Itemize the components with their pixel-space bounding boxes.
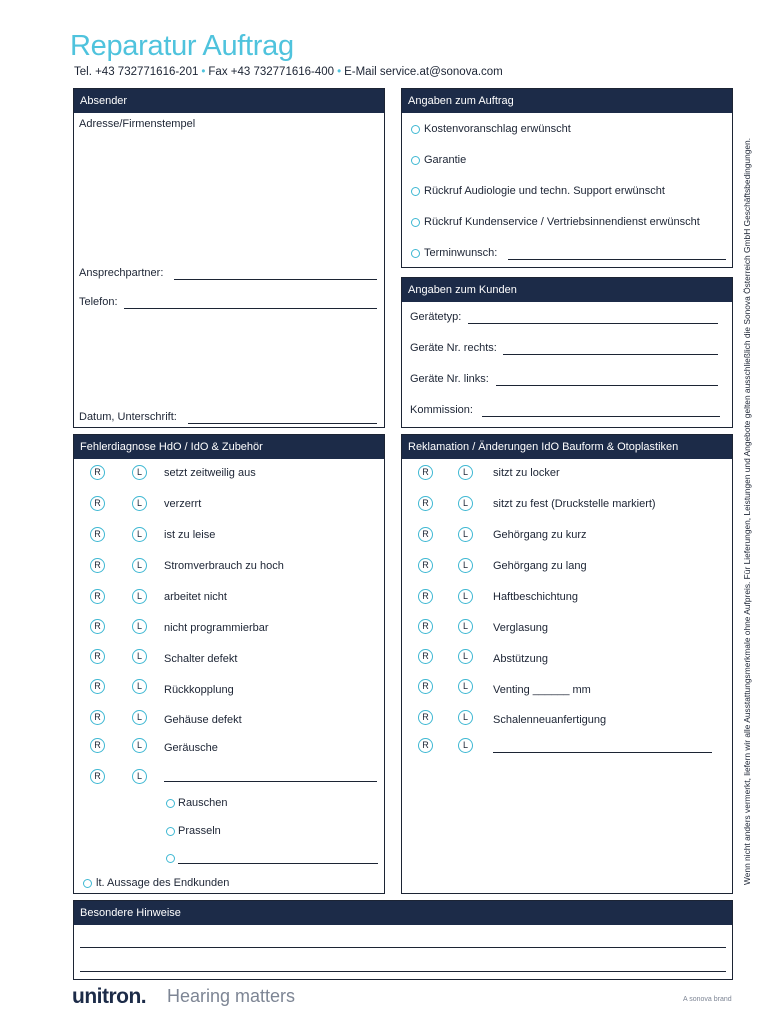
auftrag-panel xyxy=(401,88,733,268)
right-checkbox[interactable]: R xyxy=(418,558,433,573)
right-checkbox[interactable]: R xyxy=(90,589,105,604)
complaint-other-field[interactable] xyxy=(493,752,712,753)
right-checkbox[interactable]: R xyxy=(418,710,433,725)
left-checkbox[interactable]: L xyxy=(458,589,473,604)
right-checkbox[interactable]: R xyxy=(418,496,433,511)
notes-line[interactable] xyxy=(80,947,726,948)
device-type-label: Gerätetyp: xyxy=(410,311,462,323)
complaint-item: Verglasung xyxy=(493,622,549,634)
kunde-panel xyxy=(401,277,733,428)
complaint-item: Venting ______ mm xyxy=(493,684,591,696)
left-checkbox[interactable]: L xyxy=(458,649,473,664)
reklamation-panel xyxy=(401,434,733,894)
left-checkbox[interactable]: L xyxy=(132,496,147,511)
right-checkbox[interactable]: R xyxy=(90,619,105,634)
left-checkbox[interactable]: L xyxy=(458,710,473,725)
phone-number: Tel. +43 732771616-201 xyxy=(74,66,199,78)
option-radio[interactable] xyxy=(411,249,420,258)
sub-option-radio[interactable] xyxy=(166,827,175,836)
page-title: Reparatur Auftrag xyxy=(70,30,294,62)
contact-line: Tel. +43 732771616-201 • Fax +43 732771616-400 • E-Mail service.at@sonova.com xyxy=(74,66,503,78)
left-checkbox[interactable]: L xyxy=(132,710,147,725)
terms-side-text: Wenn nicht anders vermerkt, liefern wir alle Ausstattungsmerkmale ohne Aufpreis. Für Lieferungen, Leistungen und Angebote gelten ausschließlich die Sonova Österreich GmbH Geschäftsbedingungen. xyxy=(742,137,752,885)
right-checkbox[interactable]: R xyxy=(418,738,433,753)
kunde-heading: Angaben zum Kunden xyxy=(402,278,732,302)
left-checkbox[interactable]: L xyxy=(458,527,473,542)
device-left-field[interactable] xyxy=(496,385,718,386)
date-signature-field[interactable] xyxy=(188,423,377,424)
fault-item: setzt zeitweilig aus xyxy=(164,467,256,479)
appointment-field[interactable] xyxy=(508,259,726,260)
notes-line[interactable] xyxy=(80,971,726,972)
complaint-item: Haftbeschichtung xyxy=(493,591,578,603)
fault-item: nicht programmierbar xyxy=(164,622,269,634)
right-checkbox[interactable]: R xyxy=(418,619,433,634)
sonova-brand-note: A sonova brand xyxy=(683,996,732,1003)
absender-panel xyxy=(73,88,385,428)
left-checkbox[interactable]: L xyxy=(458,619,473,634)
fault-item: arbeitet nicht xyxy=(164,591,227,603)
left-checkbox[interactable]: L xyxy=(458,679,473,694)
option-callback-service: Rückruf Kundenservice / Vertriebsinnendienst erwünscht xyxy=(424,216,700,228)
left-checkbox[interactable]: L xyxy=(458,738,473,753)
left-checkbox[interactable]: L xyxy=(132,738,147,753)
fault-item: Gehäuse defekt xyxy=(164,714,242,726)
left-checkbox[interactable]: L xyxy=(132,649,147,664)
option-radio[interactable] xyxy=(411,187,420,196)
email-address: E-Mail service.at@sonova.com xyxy=(344,66,503,78)
fault-other-field[interactable] xyxy=(164,781,377,782)
left-checkbox[interactable]: L xyxy=(458,465,473,480)
complaint-item: Abstützung xyxy=(493,653,549,665)
option-radio[interactable] xyxy=(411,156,420,165)
device-left-label: Geräte Nr. links: xyxy=(410,373,489,385)
right-checkbox[interactable]: R xyxy=(90,679,105,694)
right-checkbox[interactable]: R xyxy=(418,465,433,480)
right-checkbox[interactable]: R xyxy=(90,496,105,511)
address-label: Adresse/Firmenstempel xyxy=(79,118,196,130)
complaint-item: Gehörgang zu lang xyxy=(493,560,587,572)
phone-label: Telefon: xyxy=(79,296,118,308)
customer-statement-label: lt. Aussage des Endkunden xyxy=(96,877,230,889)
commission-field[interactable] xyxy=(482,416,720,417)
right-checkbox[interactable]: R xyxy=(90,649,105,664)
commission-label: Kommission: xyxy=(410,404,473,416)
tagline: Hearing matters xyxy=(167,986,296,1006)
phone-field[interactable] xyxy=(124,308,377,309)
right-checkbox[interactable]: R xyxy=(418,589,433,604)
hinweise-panel xyxy=(73,900,733,980)
customer-statement-radio[interactable] xyxy=(83,879,92,888)
fault-item: Stromverbrauch zu hoch xyxy=(164,560,284,572)
left-checkbox[interactable]: L xyxy=(458,558,473,573)
sub-option-radio[interactable] xyxy=(166,799,175,808)
date-signature-label: Datum, Unterschrift: xyxy=(79,411,177,423)
fault-item: ist zu leise xyxy=(164,529,216,541)
unitron-logo: unitron. xyxy=(72,985,147,1008)
right-checkbox[interactable]: R xyxy=(418,679,433,694)
left-checkbox[interactable]: L xyxy=(132,465,147,480)
complaint-item: sitzt zu locker xyxy=(493,467,560,479)
fax-number: Fax +43 732771616-400 xyxy=(208,66,335,78)
right-checkbox[interactable]: R xyxy=(90,769,105,784)
right-checkbox[interactable]: R xyxy=(418,649,433,664)
right-checkbox[interactable]: R xyxy=(90,465,105,480)
option-radio[interactable] xyxy=(411,125,420,134)
left-checkbox[interactable]: L xyxy=(132,619,147,634)
fault-item: Geräusche xyxy=(164,742,218,754)
complaint-item: sitzt zu fest (Druckstelle markiert) xyxy=(493,498,656,510)
contact-person-label: Ansprechpartner: xyxy=(79,267,164,279)
complaint-item: Schalenneuanfertigung xyxy=(493,714,607,726)
sub-option-radio[interactable] xyxy=(166,854,175,863)
fault-item: Schalter defekt xyxy=(164,653,238,665)
absender-heading: Absender xyxy=(74,89,384,113)
left-checkbox[interactable]: L xyxy=(458,496,473,511)
option-warranty: Garantie xyxy=(424,154,467,166)
reklamation-heading: Reklamation / Änderungen IdO Bauform & Otoplastiken xyxy=(402,435,732,459)
right-checkbox[interactable]: R xyxy=(90,527,105,542)
complaint-item: Gehörgang zu kurz xyxy=(493,529,587,541)
right-checkbox[interactable]: R xyxy=(90,710,105,725)
sub-option-other-field[interactable] xyxy=(178,863,378,864)
auftrag-heading: Angaben zum Auftrag xyxy=(402,89,732,113)
left-checkbox[interactable]: L xyxy=(132,679,147,694)
device-right-label: Geräte Nr. rechts: xyxy=(410,342,497,354)
right-checkbox[interactable]: R xyxy=(90,558,105,573)
option-cost-estimate: Kostenvoranschlag erwünscht xyxy=(424,123,571,135)
fehler-panel xyxy=(73,434,385,894)
option-callback-audiology: Rückruf Audiologie und techn. Support erwünscht xyxy=(424,185,665,197)
right-checkbox[interactable]: R xyxy=(418,527,433,542)
option-appointment: Terminwunsch: xyxy=(424,247,498,259)
sub-option-crackle: Prasseln xyxy=(178,825,221,837)
left-checkbox[interactable]: L xyxy=(132,769,147,784)
left-checkbox[interactable]: L xyxy=(132,527,147,542)
fault-item: Rückkopplung xyxy=(164,684,234,696)
left-checkbox[interactable]: L xyxy=(132,558,147,573)
fault-item: verzerrt xyxy=(164,498,202,510)
left-checkbox[interactable]: L xyxy=(132,589,147,604)
sub-option-noise: Rauschen xyxy=(178,797,228,809)
device-right-field[interactable] xyxy=(503,354,718,355)
right-checkbox[interactable]: R xyxy=(90,738,105,753)
device-type-field[interactable] xyxy=(468,323,718,324)
contact-person-field[interactable] xyxy=(174,279,377,280)
hinweise-heading: Besondere Hinweise xyxy=(74,901,732,925)
option-radio[interactable] xyxy=(411,218,420,227)
fehler-heading: Fehlerdiagnose HdO / IdO & Zubehör xyxy=(74,435,384,459)
